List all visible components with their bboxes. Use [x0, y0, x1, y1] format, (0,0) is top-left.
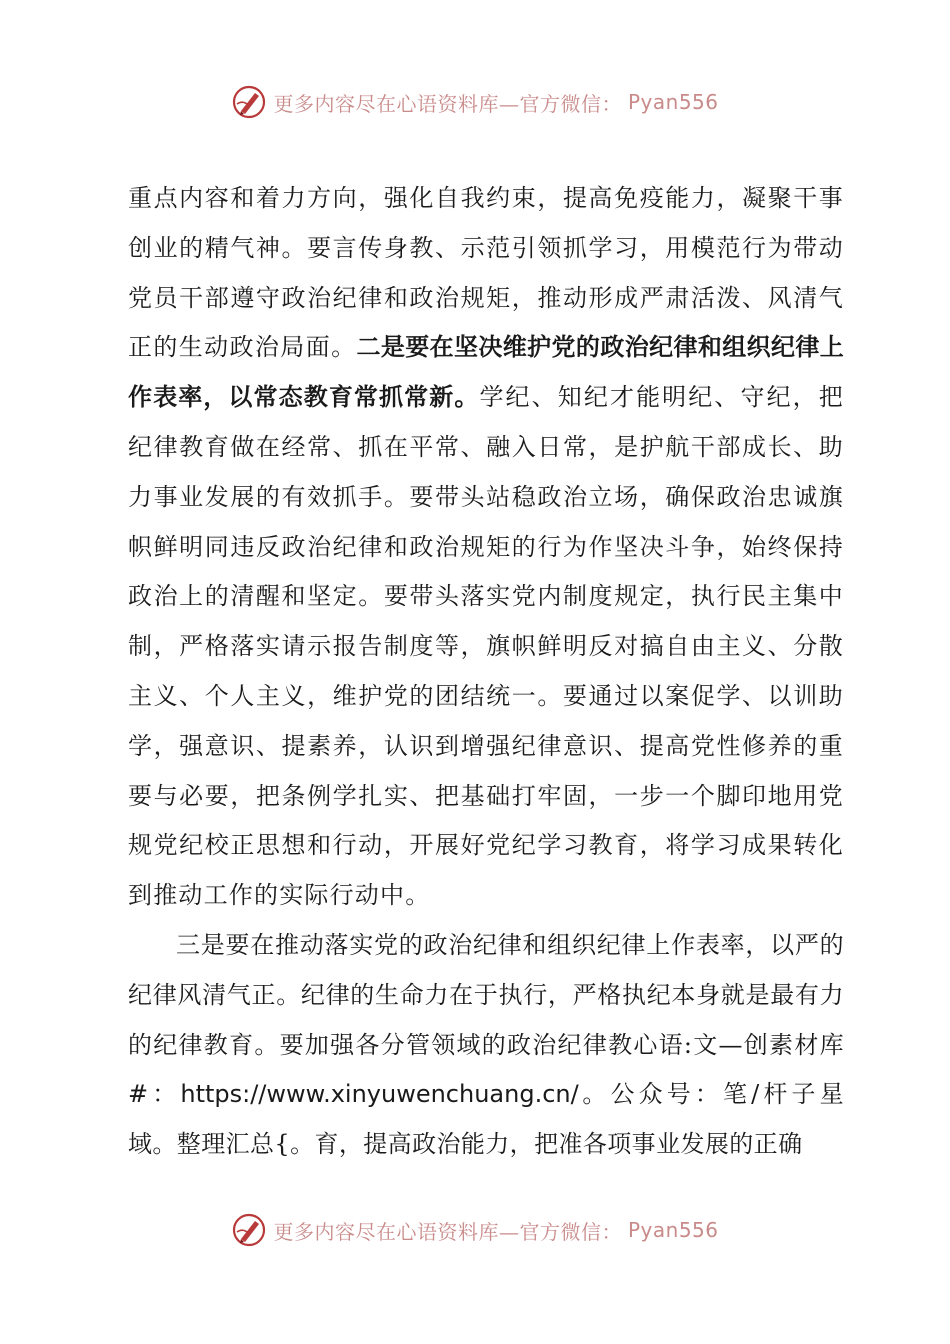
paragraph-2-text-b: 。公众号：笔/杆子星域。整理汇总{。育，提高政治能力，把准各项事业发展的正确: [128, 1080, 844, 1159]
paragraph-1-bold-heading: 二是要在坚决维护党的政治纪律和组织纪律上作表率，以常态教育常抓常新。: [128, 333, 844, 412]
paragraph-2-url: https://www.xinyuwenchuang.cn/: [180, 1080, 579, 1109]
pen-logo-icon: [231, 84, 267, 120]
paragraph-1: [128, 174, 844, 921]
paragraph-1-text-b: 学纪、知纪才能明纪、守纪，把纪律教育做在经常、抓在平常、融入日常，是护航干部成长、助力事业发展的有效抓手。要带头站稳政治立场，确保政治忠诚旗帜鲜明同违反政治纪律和政治规矩的行为作坚决斗争，始终保持政治上的清醒和坚定。要带头落实党内制度规定，执行民主集中制，严格落实请示报告制度等，旗帜鲜明反对搞自由主义、分散主义、个人主义，维护党的团结统一。要通过以案促学、以训助学，强意识、提素养，认识到增强纪律意识、提高党性修养的重要与必要，把条例学扎实、把基础打牢固，一步一个脚印地用党规党纪校正思想和行动，开展好党纪学习教育，将学习成果转化到推动工作的实际行动中。: [128, 383, 844, 910]
header-banner-text: 更多内容尽在心语资料库—官方微信：: [273, 91, 622, 116]
header-banner: [0, 82, 950, 122]
paragraph-2: [128, 921, 844, 1170]
paragraph-1-text-a: 重点内容和着力方向，强化自我约束，提高免疫能力，凝聚干事创业的精气神。要言传身教、示范引领抓学习，用模范行为带动党员干部遵守政治纪律和政治规矩，推动形成严肃活泼、风清气正的生动政治局面。: [128, 184, 844, 362]
document-body: [128, 174, 844, 1170]
header-banner-id: Pyan556: [627, 90, 719, 114]
footer-banner: [0, 1210, 950, 1250]
paragraph-2-text-a: 三是要在推动落实党的政治纪律和组织纪律上作表率，以严的纪律风清气正。纪律的生命力在于执行，严格执纪本身就是最有力的纪律教育。要加强各分管领域的政治纪律教心语:文—创素材库#：: [128, 930, 844, 1109]
footer-banner-text: 更多内容尽在心语资料库—官方微信：: [273, 1219, 622, 1244]
pen-logo-icon: [231, 1212, 267, 1248]
footer-banner-id: Pyan556: [627, 1218, 719, 1242]
